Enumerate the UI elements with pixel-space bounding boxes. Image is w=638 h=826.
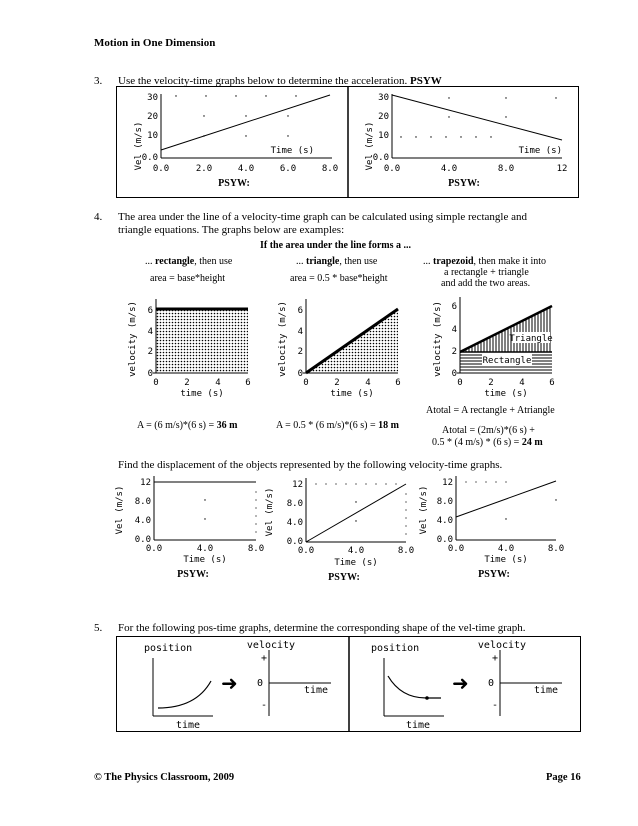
q3-g1-xlabel: Time (s) xyxy=(270,146,314,156)
trapezoid-rectangle-label: Rectangle xyxy=(482,356,532,366)
disp-2-xtick: 4.0 xyxy=(347,546,365,556)
q4-col2-result: A = 0.5 * (6 m/s)*(6 s) = 18 m xyxy=(276,420,399,431)
disp-1-ytick: 12 xyxy=(140,478,151,488)
disp-1-xtick: 0.0 xyxy=(145,544,163,554)
q5-left-plus: + xyxy=(261,653,268,664)
footer-copyright: © The Physics Classroom, 2009 xyxy=(94,772,235,783)
q3-g2-xtick: 0.0 xyxy=(383,164,401,174)
q3-g2-xtick: 8.0 xyxy=(497,164,515,174)
area-b-xtick: 0 xyxy=(303,378,309,388)
disp-2-answer: PSYW: xyxy=(328,572,360,582)
q4-number: 4. xyxy=(94,211,103,223)
q3-g2-ytick: 10 xyxy=(378,131,389,141)
area-a-ytick: 4 xyxy=(147,327,153,337)
disp-1-ytick: 8.0 xyxy=(134,497,151,507)
q5-left-time-label: time xyxy=(175,720,201,731)
q3-g1-xtick: 8.0 xyxy=(321,164,339,174)
area-a-ytick: 6 xyxy=(147,306,153,316)
area-c-ytick: 2 xyxy=(451,347,457,357)
disp-2-ytick: 0.0 xyxy=(286,537,303,547)
q3-g2-answer: PSYW: xyxy=(448,178,480,189)
disp-1-ylabel: Vel (m/s) xyxy=(115,485,125,535)
q4-col3-head: ... trapezoid, then make it into xyxy=(423,256,547,267)
q5-right-time-label: time xyxy=(405,720,431,731)
disp-3-ytick: 8.0 xyxy=(436,497,453,507)
area-b-ytick: 4 xyxy=(297,327,303,337)
q3-g1-xtick: 6.0 xyxy=(279,164,297,174)
disp-graph-2 xyxy=(265,478,414,582)
area-a-xtick: 6 xyxy=(245,378,251,388)
area-a-xtick: 0 xyxy=(153,378,159,388)
area-b-xlabel: time (s) xyxy=(330,389,374,399)
area-graph-rectangle xyxy=(128,299,251,399)
q4-col1-formula: area = base*height xyxy=(150,273,226,284)
disp-1-ytick: 0.0 xyxy=(134,535,151,545)
q5-right-plus: + xyxy=(492,653,499,664)
area-graph-trapezoid xyxy=(433,297,555,399)
q3-g2-xtick: 4.0 xyxy=(440,164,458,174)
area-a-xlabel: time (s) xyxy=(180,389,224,399)
q3-g1-line xyxy=(161,95,330,150)
q4-col3-calc1: Atotal = (2m/s)*(6 s) + xyxy=(442,425,535,436)
q4-col2-formula: area = 0.5 * base*height xyxy=(290,273,388,284)
q5-left-curve xyxy=(158,681,211,708)
q5-left-position-label: position xyxy=(144,643,193,654)
q5-left-time-axis: time xyxy=(303,685,329,696)
q3-g1-ylabel: Vel (m/s) xyxy=(134,121,144,171)
q3-g1-ytick: 0.0 xyxy=(141,153,158,163)
disp-2-ytick: 4.0 xyxy=(286,518,303,528)
disp-2-xtick: 8.0 xyxy=(397,546,415,556)
disp-2-ytick: 8.0 xyxy=(286,499,303,509)
q3-g1-ytick: 10 xyxy=(147,131,158,141)
area-c-ytick: 4 xyxy=(451,325,457,335)
q4-col3-line2: a rectangle + triangle xyxy=(444,267,529,278)
q3-g2-line xyxy=(392,95,562,140)
q3-number: 3. xyxy=(94,75,103,87)
area-c-xtick: 6 xyxy=(549,378,555,388)
q3-g1-xtick: 0.0 xyxy=(152,164,170,174)
q5-left-zero: 0 xyxy=(257,678,264,689)
disp-3-line xyxy=(456,481,556,517)
q4-col3-calc2: 0.5 * (4 m/s) * (6 s) = 24 m xyxy=(432,437,543,448)
disp-2-ylabel: Vel (m/s) xyxy=(265,487,275,537)
q5-right-curve xyxy=(388,676,441,698)
area-b-ylabel: velocity (m/s) xyxy=(278,301,288,377)
q3-g1-xtick: 4.0 xyxy=(237,164,255,174)
disp-2-xlabel: Time (s) xyxy=(334,558,378,568)
q4-col1-result: A = (6 m/s)*(6 s) = 36 m xyxy=(137,420,238,431)
area-b-xtick: 6 xyxy=(395,378,401,388)
area-graph-triangle xyxy=(278,299,401,399)
arrow-right-icon: ➜ xyxy=(221,671,238,695)
disp-graph-3 xyxy=(419,476,564,580)
disp-3-ylabel: Vel (m/s) xyxy=(419,485,429,535)
q5-right-zero: 0 xyxy=(488,678,495,689)
q3-graph2 xyxy=(365,93,567,189)
disp-1-answer: PSYW: xyxy=(177,569,209,580)
arrow-right-icon: ➜ xyxy=(452,671,469,695)
q4-text-line1: The area under the line of a velocity-time graph can be calculated using simple rectangle and xyxy=(118,211,527,223)
disp-3-xtick: 8.0 xyxy=(547,544,565,554)
q3-g1-dots xyxy=(175,95,296,136)
area-a-xtick: 2 xyxy=(184,378,190,388)
disp-2-line xyxy=(306,484,406,542)
q4-center-heading: If the area under the line forms a ... xyxy=(260,240,412,251)
q3-g1-ytick: 30 xyxy=(147,93,158,103)
q5-right-velocity-label: velocity xyxy=(477,640,527,651)
area-a-ytick: 2 xyxy=(147,347,153,357)
q4-col1-head: ... rectangle, then use xyxy=(145,256,233,267)
disp-3-answer: PSYW: xyxy=(478,569,510,580)
q5-right-position-label: position xyxy=(371,643,420,654)
q5-number: 5. xyxy=(94,622,103,634)
disp-3-ytick: 4.0 xyxy=(436,516,453,526)
area-c-xtick: 0 xyxy=(457,378,463,388)
disp-2-ytick: 12 xyxy=(292,480,303,490)
q4-area-graphs xyxy=(120,294,580,404)
q3-tag: PSYW xyxy=(410,75,442,87)
page-header: Motion in One Dimension xyxy=(94,37,216,49)
disp-3-xtick: 0.0 xyxy=(447,544,465,554)
q3-g2-ytick: 30 xyxy=(378,93,389,103)
q3-g1-xtick: 2.0 xyxy=(195,164,213,174)
q5-left-panel xyxy=(144,640,331,731)
area-a-ylabel: velocity (m/s) xyxy=(128,301,138,377)
q3-g1-ytick: 20 xyxy=(147,112,158,122)
q5-right-panel xyxy=(371,640,562,731)
disp-1-ytick: 4.0 xyxy=(134,516,151,526)
area-c-ytick: 6 xyxy=(451,302,457,312)
area-a-ytick: 0 xyxy=(147,369,153,379)
q3-graph1 xyxy=(134,93,338,189)
q5-right-minus: - xyxy=(492,700,499,711)
area-c-xlabel: time (s) xyxy=(484,389,528,399)
q3-graph-box xyxy=(116,86,579,198)
q3-g2-ytick: 0.0 xyxy=(372,153,389,163)
disp-1-xtick: 8.0 xyxy=(247,544,265,554)
q3-g1-answer: PSYW: xyxy=(218,178,250,189)
q3-g2-xtick: 12 xyxy=(556,164,568,174)
area-c-xtick: 2 xyxy=(488,378,494,388)
footer-page-number: Page 16 xyxy=(546,772,581,783)
trapezoid-triangle-label: Triangle xyxy=(509,334,553,344)
q3-g2-xlabel: Time (s) xyxy=(518,146,562,156)
disp-graph-1 xyxy=(115,476,264,580)
q5-right-time-axis: time xyxy=(533,685,559,696)
q4-col3-total: Atotal = A rectangle + Atriangle xyxy=(426,405,555,416)
q5-text: For the following pos-time graphs, determine the corresponding shape of the vel-time graph. xyxy=(118,622,526,634)
q4-text-line2: triangle equations. The graphs below are examples: xyxy=(118,224,345,236)
q4-col2-head: ... triangle, then use xyxy=(296,256,378,267)
disp-1-xtick: 4.0 xyxy=(196,544,214,554)
disp-2-xtick: 0.0 xyxy=(297,546,315,556)
q3-g2-ytick: 20 xyxy=(378,112,389,122)
area-b-ytick: 2 xyxy=(297,347,303,357)
disp-3-xtick: 4.0 xyxy=(497,544,515,554)
q3-prompt: Use the velocity-time graphs below to determine the acceleration. xyxy=(118,75,408,87)
area-c-xtick: 4 xyxy=(519,378,525,388)
area-a-xtick: 4 xyxy=(215,378,221,388)
area-b-ytick: 0 xyxy=(297,369,303,379)
q3-g2-ylabel: Vel (m/s) xyxy=(365,121,375,171)
q4-col3-line3: and add the two areas. xyxy=(441,278,531,289)
q5-left-minus: - xyxy=(261,700,268,711)
q5-graph-box xyxy=(116,636,581,732)
disp-3-ytick: 12 xyxy=(442,478,453,488)
disp-3-xlabel: Time (s) xyxy=(484,555,528,565)
q5-left-velocity-label: velocity xyxy=(246,640,296,651)
area-c-ytick: 0 xyxy=(451,369,457,379)
area-b-xtick: 4 xyxy=(365,378,371,388)
area-b-xtick: 2 xyxy=(334,378,340,388)
area-c-ylabel: velocity (m/s) xyxy=(433,301,443,377)
disp-1-xlabel: Time (s) xyxy=(183,555,227,565)
area-b-ytick: 6 xyxy=(297,306,303,316)
q4-find-text: Find the displacement of the objects represented by the following velocity-time graphs. xyxy=(118,459,503,471)
disp-3-ytick: 0.0 xyxy=(436,535,453,545)
q4-displacement-graphs xyxy=(110,472,580,582)
